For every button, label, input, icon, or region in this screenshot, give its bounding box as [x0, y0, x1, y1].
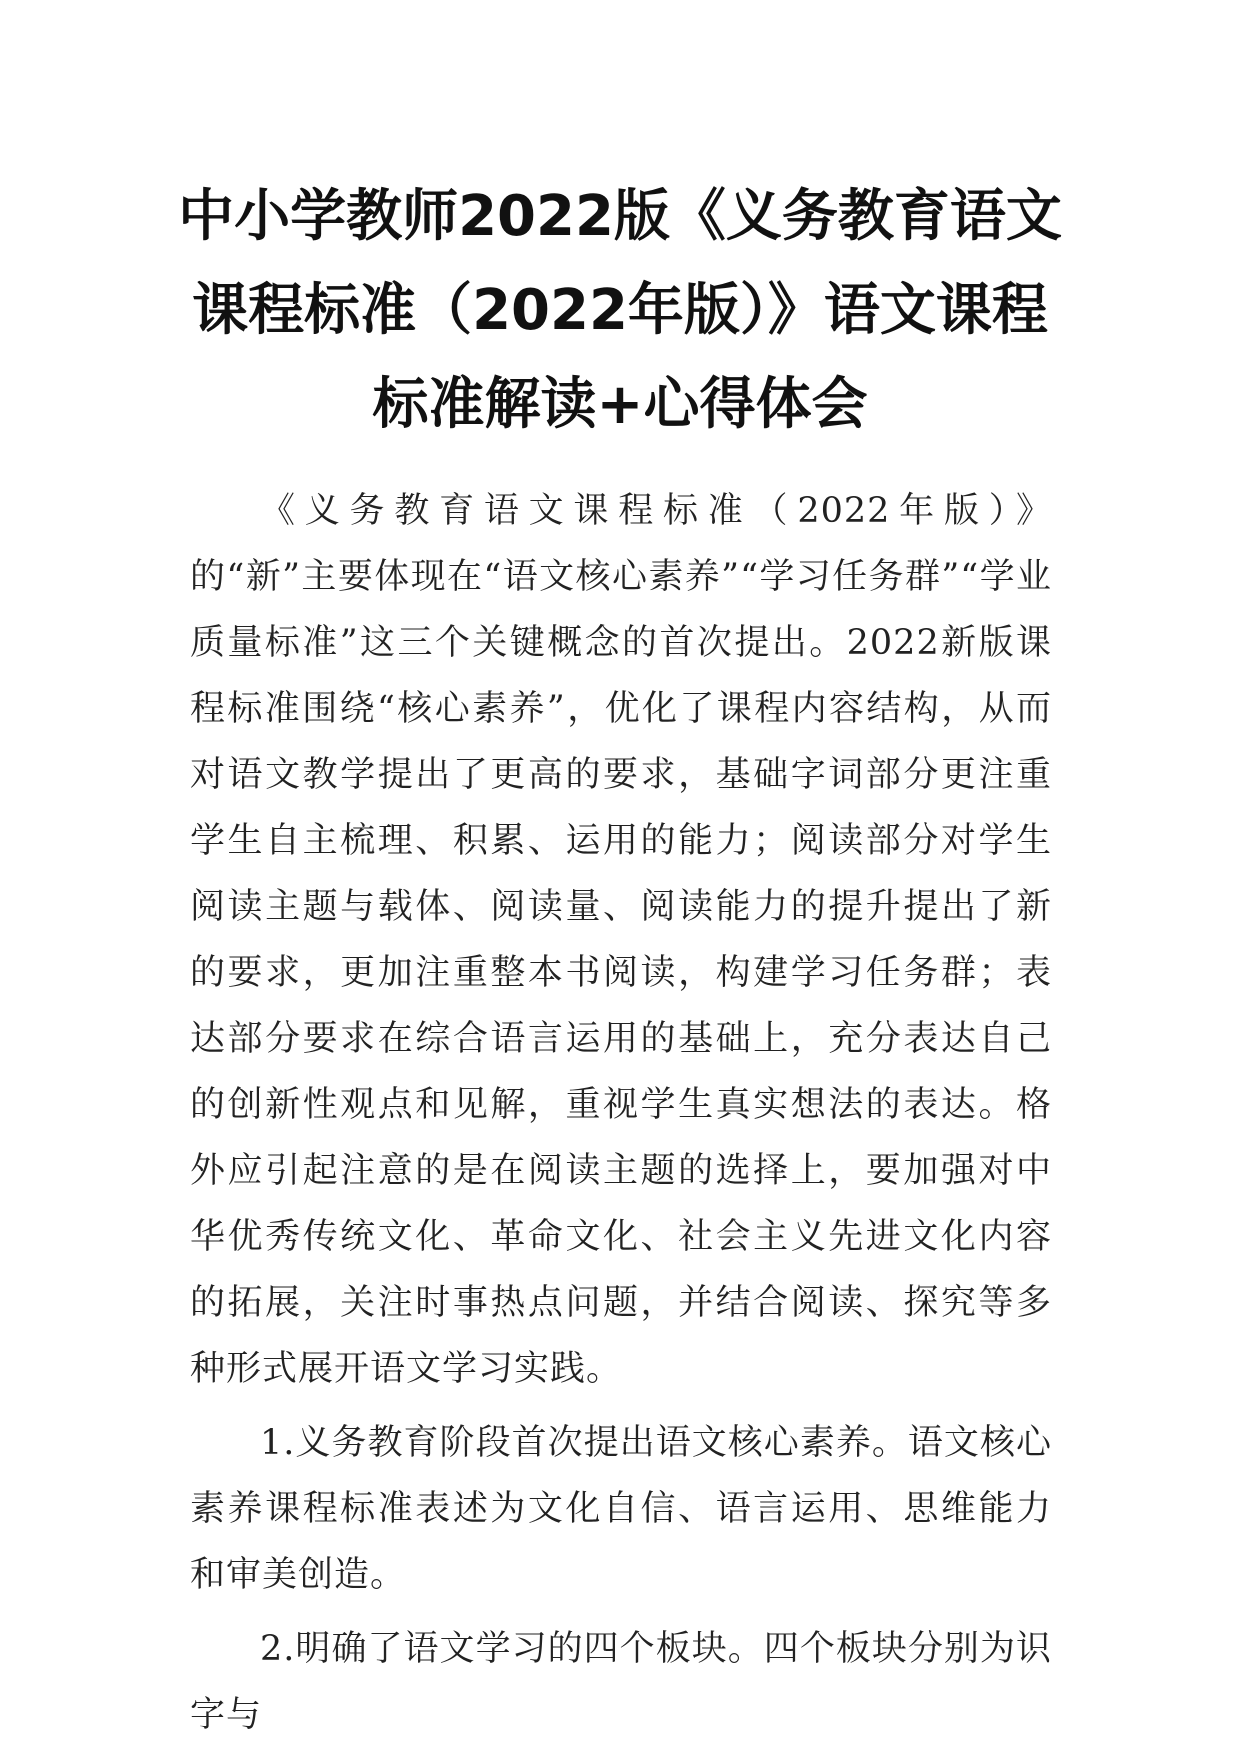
point-1-paragraph: 1.义务教育阶段首次提出语文核心素养。语文核心素养课程标准表述为文化自信、语言运用、思维能力和审美创造。: [190, 1423, 1052, 1595]
document-body: [190, 478, 1052, 1756]
title-line-2: 课程标准（2022年版）》语文课程: [192, 278, 1048, 343]
title-line-3: 标准解读+心得体会: [372, 372, 868, 437]
intro-paragraph: 《义务教育语文课程标准（2022年版）》的“新”主要体现在“语文核心素养”“学习任务群”“学业质量标准”这三个关键概念的首次提出。2022新版课程标准围绕“核心素养”，优化了课程内容结构，从而对语文教学提出了更高的要求，基础字词部分更注重学生自主梳理、积累、运用的能力；阅读部分对学生阅读主题与载体、阅读量、阅读能力的提升提出了新的要求，更加注重整本书阅读，构建学习任务群；表达部分要求在综合语言运用的基础上，充分表达自己的创新性观点和见解，重视学生真实想法的表达。格外应引起注意的是在阅读主题的选择上，要加强对中华优秀传统文化、革命文化、社会主义先进文化内容的拓展，关注时事热点问题，并结合阅读、探究等多种形式展开语文学习实践。: [190, 491, 1052, 1389]
title-line-1: 中小学教师2022版《义务教育语文: [178, 184, 1062, 249]
document-title: [150, 170, 1090, 452]
point-2-paragraph: 2.明确了语文学习的四个板块。四个板块分别为识字与: [190, 1629, 1052, 1735]
